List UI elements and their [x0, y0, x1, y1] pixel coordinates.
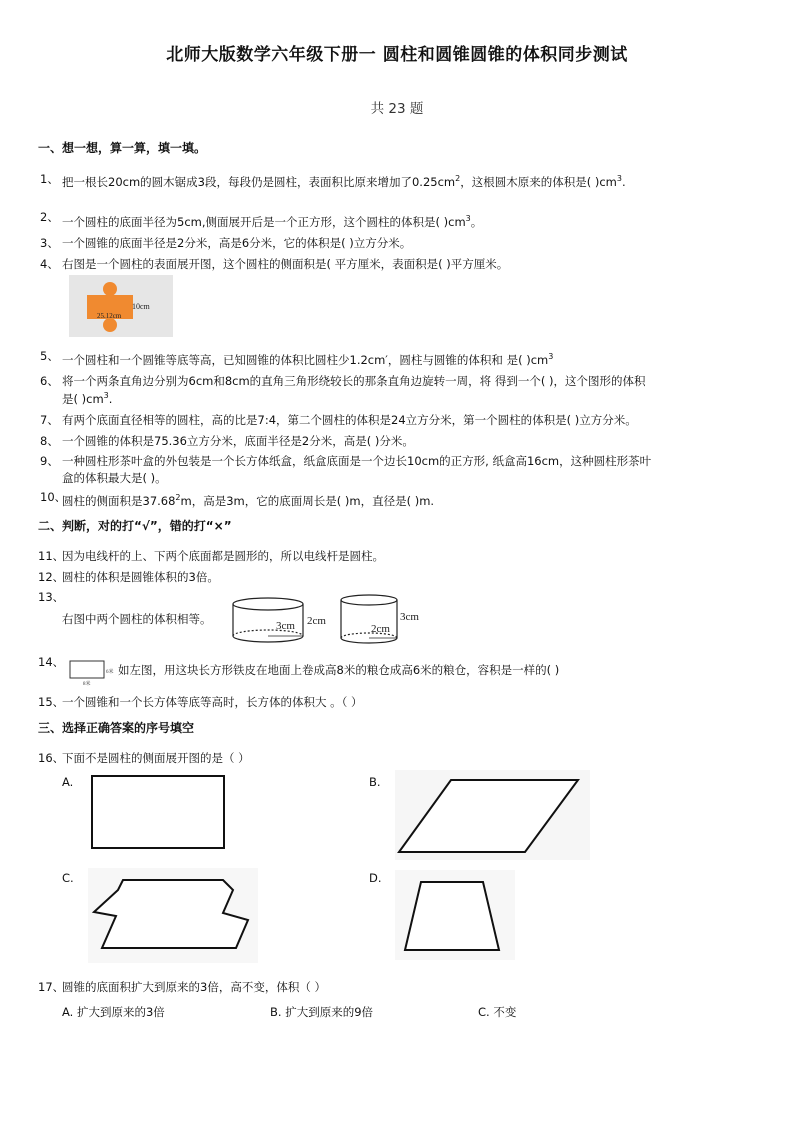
q2-number: 2、: [40, 210, 59, 224]
q5-text: 一个圆柱和一个圆锥等底等高，已知圆锥的体积比圆柱少1.2cm′，圆柱与圆锥的体积和 是( )$cm^3$: [62, 352, 554, 367]
q5-number: 5、: [40, 349, 59, 363]
q8-number: 8、: [40, 434, 59, 448]
section-1-heading: 一、想一想，算一算，填一填。: [38, 141, 207, 155]
q16-number: 16、: [38, 751, 65, 765]
q4-text: 右图是一个圆柱的表面展开图，这个圆柱的侧面积是( 平方厘米，表面积是( )平方厘米。: [62, 257, 509, 271]
q9-text-line1: 一种圆柱形茶叶盒的外包装是一个长方体纸盒，纸盒底面是一个边长10cm的正方形, 纸盒高16cm，这种圆柱形茶叶: [62, 454, 652, 468]
q14-side-label: 6米: [106, 670, 114, 675]
q11-text: 因为电线杆的上、下两个底面都是圆形的，所以电线杆是圆柱。: [62, 549, 384, 563]
section-2-heading: 二、判断，对的打“√”，错的打“×”: [38, 519, 232, 533]
q16-option-d-trapezoid[interactable]: [395, 870, 515, 960]
q10-text: 圆柱的侧面积是37.68$^2$m，高是3m，它的底面周长是( )m，直径是( )m.: [62, 493, 435, 508]
q13-two-cylinders-figure: [228, 592, 428, 647]
q4-number: 4、: [40, 257, 59, 271]
q13-c1-height: 2cm: [307, 615, 326, 627]
q16-option-a-label[interactable]: A.: [62, 775, 74, 789]
q9-number: 9、: [40, 454, 59, 468]
q16-option-c-irregular-shape[interactable]: [88, 868, 258, 963]
page-title: 北师大版数学六年级下册一 圆柱和圆锥圆锥的体积同步测试: [166, 45, 628, 65]
q17-option-b[interactable]: B. 扩大到原来的9倍: [270, 1005, 374, 1019]
q9-text-line2: 盒的体积最大是( )。: [62, 471, 167, 485]
q1-text: 把一根长20cm的圆木锯成3段，每段仍是圆柱，表面积比原来增加了$0.25cm^2$，这根圆木原来的体积是( )$cm^3$.: [62, 174, 626, 189]
q16-option-c-label[interactable]: C.: [62, 871, 74, 885]
q14-bottom-label: 8米: [83, 682, 91, 687]
q7-number: 7、: [40, 413, 59, 427]
q12-number: 12、: [38, 570, 65, 584]
q16-option-a-rectangle[interactable]: [88, 772, 228, 852]
q17-option-c[interactable]: C. 不变: [478, 1005, 517, 1019]
q13-text: 右图中两个圆柱的体积相等。: [62, 612, 212, 626]
q12-text: 圆柱的体积是圆锥体积的3倍。: [62, 570, 219, 584]
q17-text: 圆锥的底面积扩大到原来的3倍，高不变，体积（ ）: [62, 980, 326, 994]
q13-cylinder-tall: [341, 595, 397, 643]
q13-number: 13、: [38, 590, 65, 604]
q8-text: 一个圆锥的体积是75.36立方分米，底面半径是2分米，高是( )分米。: [62, 434, 414, 448]
q3-text: 一个圆锥的底面半径是2分米，高是6分米，它的体积是( )立方分米。: [62, 236, 412, 250]
q6-number: 6、: [40, 374, 59, 388]
q14-rectangle-figure: [69, 660, 119, 688]
q16-option-d-label[interactable]: D.: [369, 871, 382, 885]
q15-text: 一个圆锥和一个长方体等底等高时，长方体的体积大 。（ ）: [62, 695, 363, 709]
q4-side-label: 10cm: [132, 302, 150, 311]
q4-cylinder-net-figure: [69, 275, 173, 337]
q14-text: 如左图，用这块长方形铁皮在地面上卷成高8米的粮仓成高6米的粮仓，容积是一样的( ): [118, 663, 560, 677]
q15-number: 15、: [38, 695, 65, 709]
q3-number: 3、: [40, 236, 59, 250]
q13-c1-diameter: 3cm: [276, 620, 295, 632]
q11-number: 11、: [38, 549, 65, 563]
q2-text: 一个圆柱的底面半径为5cm,侧面展开后是一个正方形，这个圆柱的体积是( )$cm^3$。: [62, 214, 483, 229]
q10-number: 10、: [40, 490, 67, 504]
q13-c2-diameter: 2cm: [371, 623, 390, 635]
q16-option-b-parallelogram[interactable]: [395, 770, 590, 860]
q13-c2-height: 3cm: [400, 611, 419, 623]
q7-text: 有两个底面直径相等的圆柱，高的比是7:4，第二个圆柱的体积是24立方分米，第一个圆柱的体积是( )立方分米。: [62, 413, 637, 427]
q4-bottom-label: 25.12cm: [97, 312, 122, 320]
q1-number: 1、: [40, 172, 59, 186]
q6-text-line2: 是( )$cm^3$.: [62, 391, 113, 406]
section-3-heading: 三、选择正确答案的序号填空: [38, 721, 195, 735]
q16-text: 下面不是圆柱的侧面展开图的是（ ）: [62, 751, 250, 765]
question-count: 共 23 题: [370, 101, 424, 117]
q14-number: 14、: [38, 655, 65, 669]
q16-option-b-label[interactable]: B.: [369, 775, 381, 789]
q17-option-a[interactable]: A. 扩大到原来的3倍: [62, 1005, 165, 1019]
q6-text-line1: 将一个两条直角边分别为6cm和8cm的直角三角形绕较长的那条直角边旋转一周，将 得到一个( )，这个图形的体积: [62, 374, 646, 388]
q17-number: 17、: [38, 980, 65, 994]
